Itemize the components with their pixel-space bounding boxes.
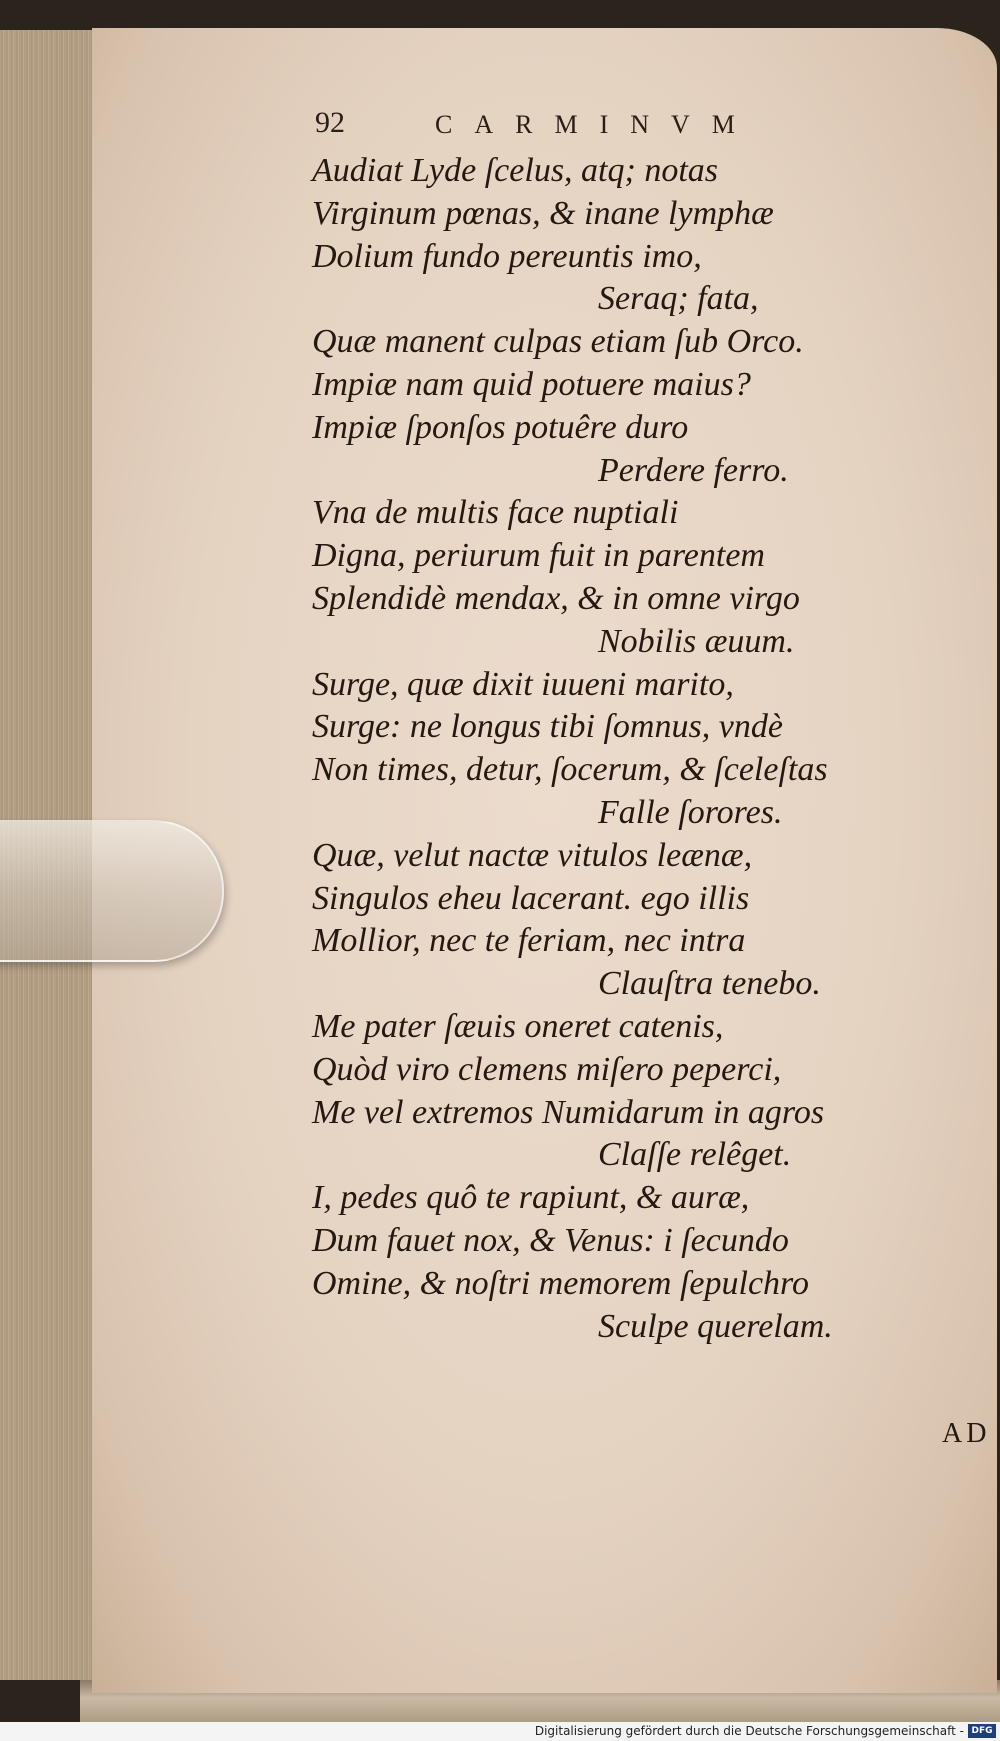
poem-adonic-line: Falle ſorores.	[598, 793, 783, 831]
poem-line: Quòd viro clemens miſero peperci,	[312, 1050, 782, 1088]
poem-line: Vna de multis face nuptiali	[312, 494, 679, 532]
poem-line: Splendidè mendax, & in omne virgo	[312, 579, 800, 617]
dfg-logo: DFG	[968, 1724, 996, 1738]
footer-credit: Digitalisierung gefördert durch die Deutsche Forschungsgemeinschaft -	[534, 1724, 964, 1738]
poem-line: Mollior, nec te feriam, nec intra	[312, 922, 746, 960]
poem-line: Impiæ ſponſos potuêre duro	[312, 408, 689, 446]
page-header	[315, 106, 880, 146]
poem-adonic-line: Claſſe relêget.	[598, 1136, 792, 1174]
poem-line: I, pedes quô te rapiunt, & auræ,	[312, 1179, 750, 1217]
poem-line: Digna, periurum fuit in parentem	[312, 537, 765, 575]
poem-line: Surge, quæ dixit iuueni marito,	[312, 665, 734, 703]
poem-line: Impiæ nam quid potuere maius?	[312, 365, 751, 403]
running-head: CARMINVM	[435, 110, 757, 139]
poem-line: Dolium fundo pereuntis imo,	[312, 237, 702, 275]
poem-line: Quæ, velut nactæ vitulos leænæ,	[312, 836, 753, 874]
catchword: AD	[942, 1418, 991, 1449]
poem-adonic-line: Sculpe querelam.	[598, 1307, 833, 1345]
poem-adonic-line: Clauſtra tenebo.	[598, 965, 821, 1003]
poem-text	[312, 150, 952, 1348]
poem-line: Surge: ne longus tibi ſomnus, vndè	[312, 708, 783, 746]
poem-adonic-line: Seraq; fata,	[598, 280, 759, 318]
poem-line: Quæ manent culpas etiam ſub Orco.	[312, 323, 804, 361]
digitization-footer	[0, 1722, 1000, 1741]
poem-line: Non times, detur, ſocerum, & ſceleſtas	[312, 751, 828, 789]
poem-line: Audiat Lyde ſcelus, atq; notas	[312, 152, 718, 189]
poem-adonic-line: Nobilis æuum.	[598, 622, 795, 660]
poem-line: Singulos eheu lacerant. ego illis	[312, 879, 750, 917]
page-number: 92	[315, 106, 345, 139]
poem-line: Me vel extremos Numidarum in agros	[312, 1093, 825, 1131]
poem-line: Omine, & noſtri memorem ſepulchro	[312, 1264, 810, 1302]
poem-line: Virginum pœnas, & inane lymphæ	[312, 194, 774, 232]
glass-page-holder	[0, 820, 224, 962]
poem-adonic-line: Perdere ferro.	[598, 451, 789, 489]
poem-line: Me pater ſæuis oneret catenis,	[312, 1007, 724, 1045]
poem-line: Dum fauet nox, & Venus: i ſecundo	[312, 1221, 789, 1259]
